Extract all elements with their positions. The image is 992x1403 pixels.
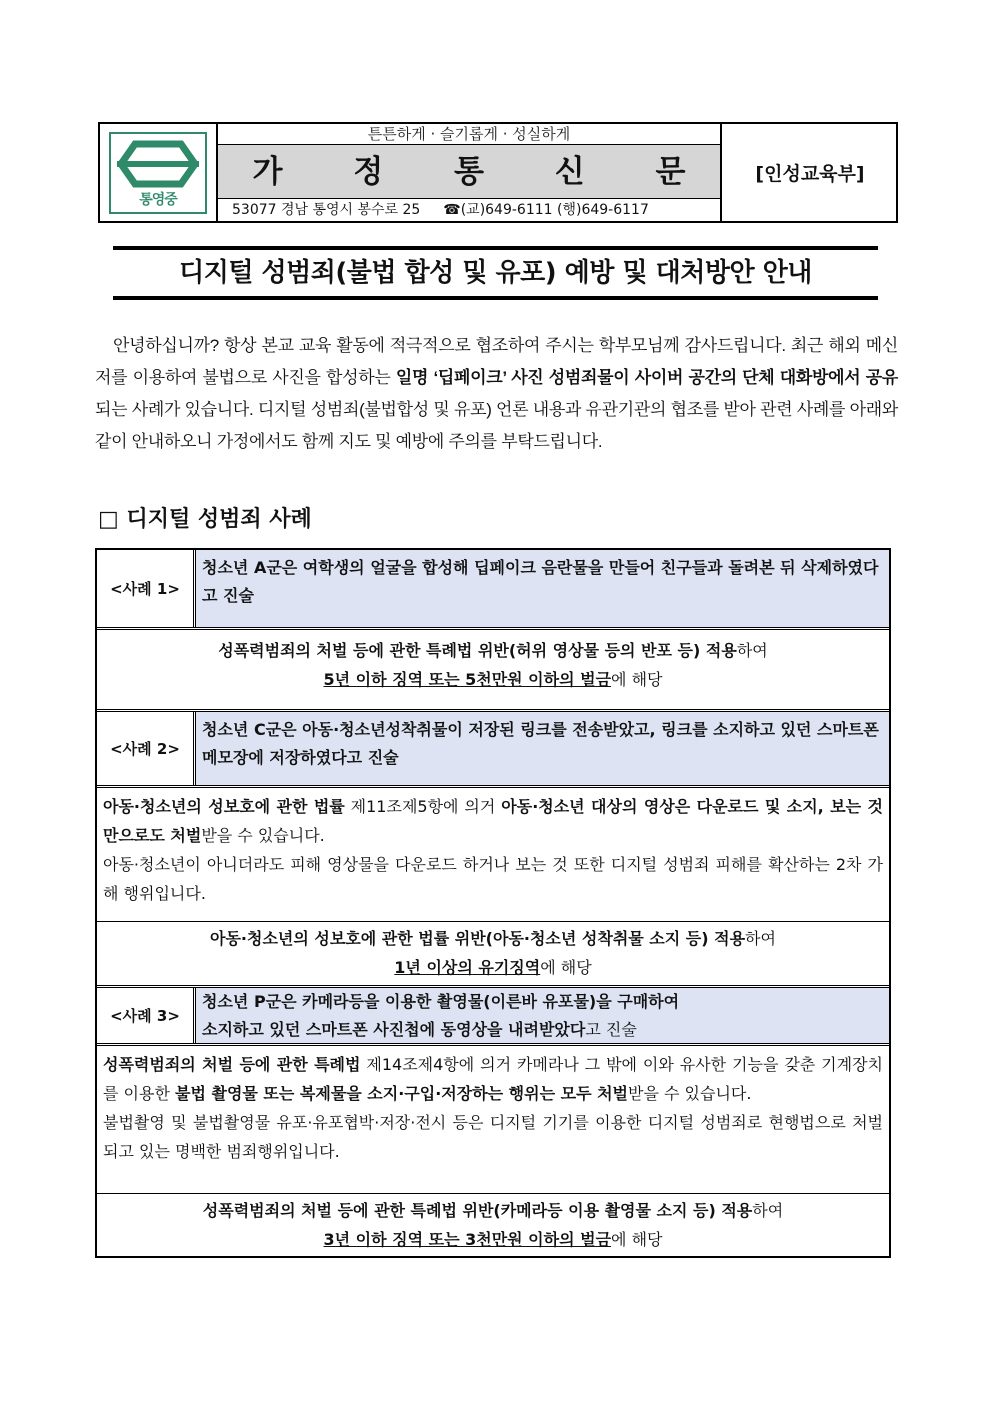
case-3-description: [97, 1046, 889, 1194]
case-2-desc-end: 받을 수 있습니다.: [201, 826, 325, 845]
intro-text-2: 되는 사례가 있습니다. 디지털 성범죄(불법합성 및 유포) 언론 내용과 유관기관의 협조를 받아 관련 사례를 아래와 같이 안내하오니 가정에서도 함께 지도 및 예방에 주의를 부탁드립니다.: [95, 400, 898, 451]
case-3-law-ref: 성폭력범죄의 처벌 등에 관한 특례법: [103, 1055, 361, 1074]
case-3-desc-end: 받을 수 있습니다.: [628, 1084, 752, 1103]
case-3-desc-bold: 불법 촬영물 또는 복제물을 소지·구입·저장하는 행위는 모두 처벌: [175, 1084, 629, 1103]
case-1-row: [97, 550, 889, 630]
case-3-desc-mid: 제14조제4항에 의거 카메라나 그 밖에 이와 유사한 기능을 갖춘 기계장치를 이용한: [103, 1055, 883, 1103]
case-2-law-suffix: 하여: [745, 929, 776, 948]
cases-table: [95, 548, 891, 1258]
logo-text: 통영중: [139, 191, 177, 208]
case-3-text-line-2: 소지하고 있던 스마트폰 사진첩에 동영상을 내려받았다: [202, 1020, 586, 1039]
case-2-law: [97, 922, 889, 988]
case-2-penalty: 1년 이상의 유기징역: [394, 958, 541, 977]
case-1-law-name: 성폭력범죄의 처벌 등에 관한 특례법 위반(허위 영상물 등의 반포 등) 적용: [218, 641, 737, 660]
case-2-description: [97, 788, 889, 922]
school-address-line: [218, 199, 720, 221]
case-3-text-line-1: 청소년 P군은 카메라등을 이용한 촬영물(이른바 유포물)을 구매하여: [202, 992, 680, 1011]
intro-text-bold: 일명 ‘딥페이크’ 사진 성범죄물이 사이버 공간의 단체 대화방에서 공유: [395, 368, 898, 387]
case-1-penalty-tail: 에 해당: [611, 670, 663, 689]
case-2-desc-bold: 아동·청소년 대상의 영상은 다운로드 및 소지, 보는 것만으로도 처벌: [103, 797, 883, 845]
case-3-text: [196, 988, 889, 1043]
case-1-penalty: 5년 이하 징역 또는 5천만원 이하의 벌금: [323, 670, 612, 689]
case-1-label: <사례 1>: [97, 550, 196, 627]
case-2-law-ref: 아동·청소년의 성보호에 관한 법률: [103, 797, 345, 816]
school-emblem-icon: [111, 134, 205, 194]
case-2-desc-mid: 제11조제5항에 의거: [344, 797, 502, 816]
case-2-law-name: 아동·청소년의 성보호에 관한 법률 위반(아동·청소년 성착취물 소지 등) 적용: [210, 929, 746, 948]
school-address: 53077 경남 통영시 봉수로 25: [232, 202, 421, 218]
newsletter-title: 가 정 통 신 문: [218, 145, 720, 199]
case-3-penalty: 3년 이하 징역 또는 3천만원 이하의 벌금: [323, 1230, 612, 1249]
header-center: [218, 124, 722, 221]
department-label: [인성교육부]: [755, 163, 865, 185]
case-3-text-tail: 고 진술: [585, 1020, 637, 1039]
document-title: 디지털 성범죄(불법 합성 및 유포) 예방 및 대처방안 안내: [113, 246, 878, 300]
school-logo: [109, 132, 207, 214]
case-3-law-suffix: 하여: [752, 1201, 784, 1220]
case-2-desc-note: 아동·청소년이 아니더라도 피해 영상물을 다운로드 하거나 보는 것 또한 디지털 성범죄 피해를 확산하는 2차 가해 행위입니다.: [103, 855, 883, 903]
case-3-law: [97, 1194, 889, 1256]
case-1-text: 청소년 A군은 여학생의 얼굴을 합성해 딥페이크 음란물을 만들어 친구들과 돌려본 뒤 삭제하였다고 진술: [196, 550, 889, 627]
case-2-penalty-tail: 에 해당: [540, 958, 592, 977]
case-2-label: <사례 2>: [97, 712, 196, 785]
newsletter-header: [98, 122, 898, 223]
case-3-penalty-tail: 에 해당: [611, 1230, 663, 1249]
case-3-law-name: 성폭력범죄의 처벌 등에 관한 특례법 위반(카메라등 이용 촬영물 소지 등) 적용: [202, 1201, 753, 1220]
phone-icon: ☎: [443, 202, 461, 218]
case-1-law: [97, 630, 889, 712]
intro-text-1: 안녕하십니까? 항상 본교 교육 활동에 적극적으로 협조하여 주시는 학부모님께 감사드립니다. 최근 해외 메신저를 이용하여 불법으로 사진을 합성하는: [95, 336, 898, 387]
case-1-law-suffix: 하여: [736, 641, 768, 660]
case-2-row: [97, 712, 889, 788]
case-3-label: <사례 3>: [97, 988, 196, 1043]
case-3-desc-note: 불법촬영 및 불법촬영물 유포·유포협박·저장·전시 등은 디지털 기기를 이용한 디지털 성범죄로 현행법으로 처벌되고 있는 명백한 범죄행위입니다.: [103, 1113, 883, 1161]
school-motto: 튼튼하게 · 슬기롭게 · 성실하게: [218, 124, 720, 145]
section-heading: □ 디지털 성범죄 사례: [98, 507, 312, 532]
case-2-text: 청소년 C군은 아동·청소년성착취물이 저장된 링크를 전송받았고, 링크를 소지하고 있던 스마트폰 메모장에 저장하였다고 진술: [196, 712, 889, 785]
case-3-row: [97, 988, 889, 1046]
school-phone: (교)649-6111 (행)649-6117: [460, 202, 649, 218]
school-logo-box: [100, 124, 218, 221]
intro-paragraph: [95, 330, 898, 458]
